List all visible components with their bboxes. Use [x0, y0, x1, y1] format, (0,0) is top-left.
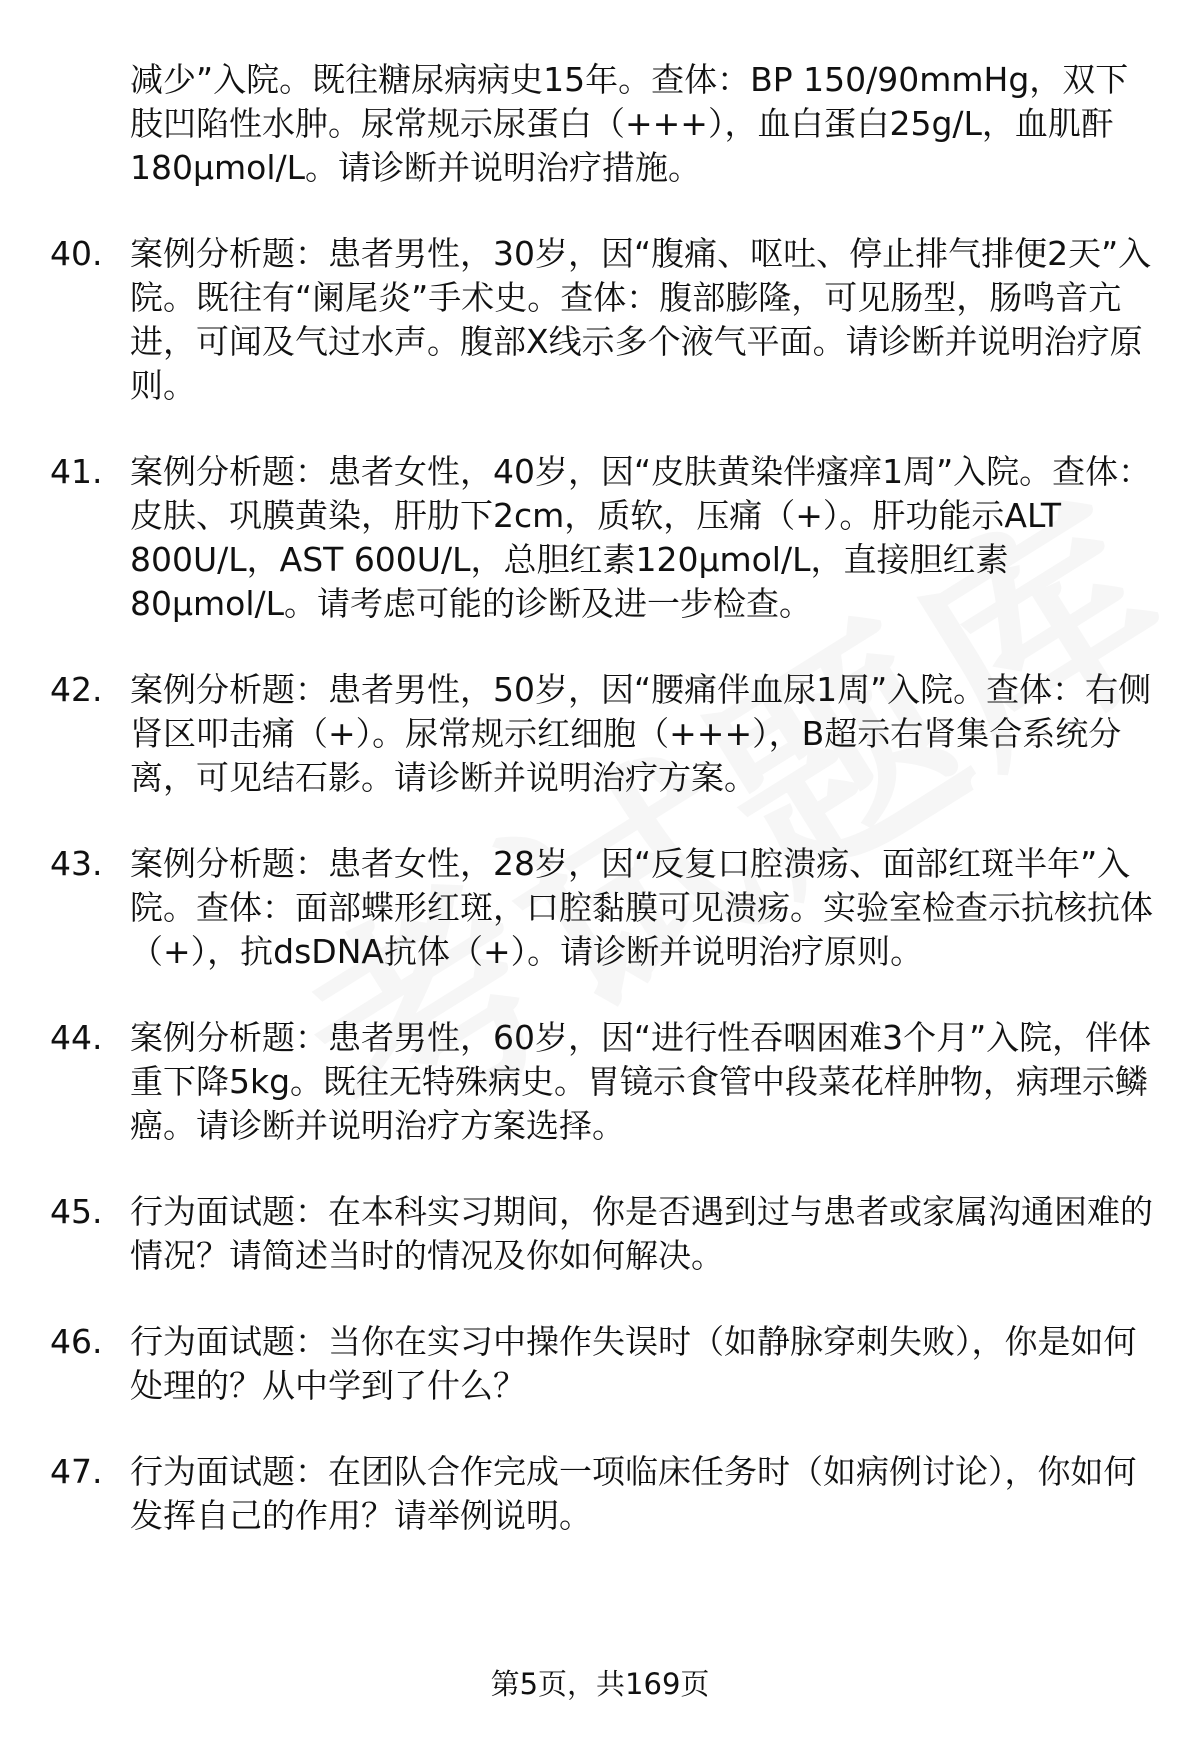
page-footer: 第5页，共169页: [490, 1667, 710, 1701]
question-text: 行为面试题：在本科实习期间，你是否遇到过与患者或家属沟通困难的情况？请简述当时的情况及你如何解决。: [130, 1192, 1153, 1275]
question-number: 44.: [50, 1018, 103, 1057]
question-46: [0, 1320, 1200, 1408]
question-text: 行为面试题：当你在实习中操作失误时（如静脉穿刺失败），你是如何处理的？从中学到了什么？: [130, 1322, 1137, 1405]
question-39-continuation: 减少”入院。既往糖尿病病史15年。查体：BP 150/90mmHg，双下肢凹陷性水肿。尿常规示尿蛋白（+++），血白蛋白25g/L，血肌酐180μmol/L。请诊断并说明治疗措施。: [130, 60, 1129, 187]
question-42: [0, 668, 1200, 800]
question-text: 案例分析题：患者男性，50岁，因“腰痛伴血尿1周”入院。查体：右侧肾区叩击痛（+）。尿常规示红细胞（+++），B超示右肾集合系统分离，可见结石影。请诊断并说明治疗方案。: [130, 670, 1152, 797]
question-text: 案例分析题：患者男性，30岁，因“腹痛、呕吐、停止排气排便2天”入院。既往有“阑尾炎”手术史。查体：腹部膨隆，可见肠型，肠鸣音亢进，可闻及气过水声。腹部X线示多个液气平面。请诊断并说明治疗原则。: [130, 234, 1152, 405]
question-text: 案例分析题：患者男性，60岁，因“进行性吞咽困难3个月”入院，伴体重下降5kg。既往无特殊病史。胃镜示食管中段菜花样肿物，病理示鳞癌。请诊断并说明治疗方案选择。: [130, 1018, 1152, 1145]
question-47: [0, 1450, 1200, 1538]
question-43: [0, 842, 1200, 974]
question-text: 行为面试题：在团队合作完成一项临床任务时（如病例讨论），你如何发挥自己的作用？请举例说明。: [130, 1452, 1137, 1535]
question-40: [0, 232, 1200, 408]
question-41: [0, 450, 1200, 626]
question-number: 41.: [50, 452, 103, 491]
question-number: 45.: [50, 1192, 103, 1231]
question-number: 40.: [50, 234, 103, 273]
question-45: [0, 1190, 1200, 1278]
question-number: 47.: [50, 1452, 103, 1491]
question-number: 46.: [50, 1322, 103, 1361]
question-number: 43.: [50, 844, 103, 883]
question-text: 案例分析题：患者女性，28岁，因“反复口腔溃疡、面部红斑半年”入院。查体：面部蝶形红斑，口腔黏膜可见溃疡。实验室检查示抗核抗体（+），抗dsDNA抗体（+）。请诊断并说明治疗原则。: [130, 844, 1153, 971]
question-text: 案例分析题：患者女性，40岁，因“皮肤黄染伴瘙痒1周”入院。查体：皮肤、巩膜黄染，肝肋下2cm，质软，压痛（+）。肝功能示ALT 800U/L，AST 600U/L，总胆红素120μmol/L，直接胆红素80μmol/L。请考虑可能的诊断及进一步检查。: [130, 452, 1152, 623]
question-list: [0, 58, 1200, 1580]
question-44: [0, 1016, 1200, 1148]
question-number: 42.: [50, 670, 103, 709]
